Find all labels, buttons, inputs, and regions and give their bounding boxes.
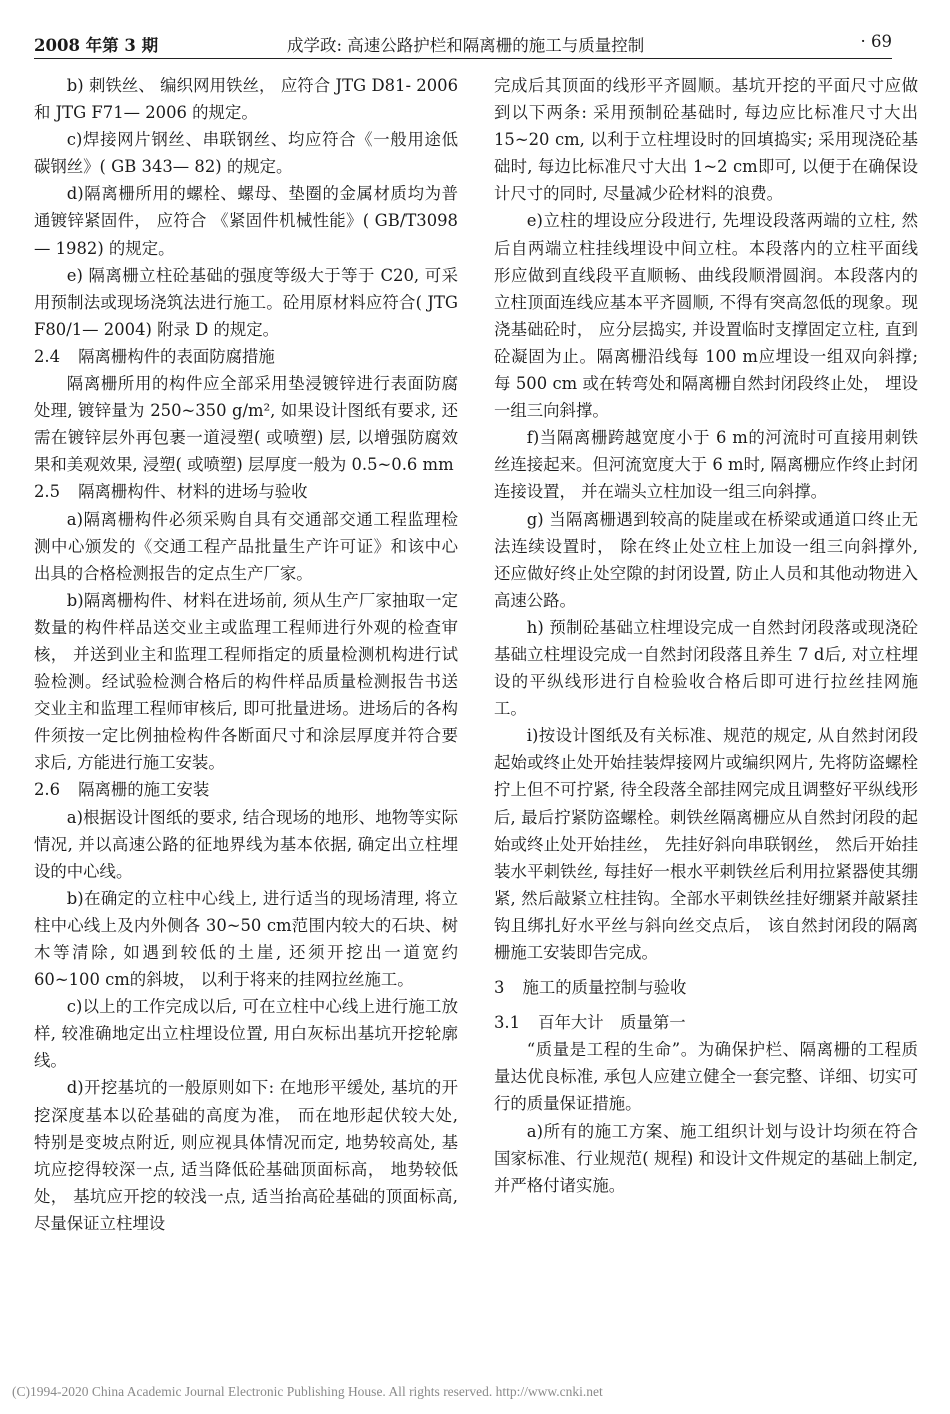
section-title: 隔离栅的施工安装 — [78, 780, 210, 800]
section-number: 3.1 — [494, 1013, 521, 1033]
paragraph-f-river-crossing: f)当隔离栅跨越宽度小于 6 m的河流时可直接用刺铁丝连接起来。但河流宽度大于 6 m时, 隔离栅应作终止封闭连接设置， 并在端头立柱加设一组三向斜撑。 — [494, 428, 918, 502]
section-number: 3 — [494, 978, 505, 998]
section-heading-3-1 — [494, 1009, 918, 1036]
section-title: 隔离栅构件、材料的进场与验收 — [78, 482, 308, 502]
paragraph-c-staking: c)以上的工作完成以后, 可在立柱中心线上进行施工放样, 较准确地定出立柱埋设位置, 用白灰标出基坑开挖轮廓线。 — [34, 997, 458, 1071]
paragraph-a-centerline: a)根据设计图纸的要求, 结合现场的地形、地物等实际情况, 并以高速公路的征地界线为基本依据, 确定出立柱埋设的中心线。 — [34, 807, 458, 881]
paragraph-corrosion-protection: 隔离栅所用的构件应全部采用垫浸镀锌进行表面防腐处理, 镀锌量为 250~350 g/m², 如果设计图纸有要求, 还需在镀锌层外再包裹一道浸塑( 或喷塑) 层, 以增强防腐效果和美观效果, 浸塑( 或喷塑) 层厚度一般为 0.5~0.6 mm — [34, 374, 458, 475]
section-number: 2.6 — [34, 780, 61, 800]
left-column — [34, 72, 458, 1237]
section-number: 2.4 — [34, 346, 61, 366]
paragraph-a-construction-plans: a)所有的施工方案、施工组织计划与设计均须在符合国家标准、行业规范( 规程) 和设计文件规定的基础上制定, 并严格付诸实施。 — [494, 1121, 918, 1195]
paragraph-b-inspection: b)隔离栅构件、材料在进场前, 须从生产厂家抽取一定数量的构件样品送交业主或监理工程师进行外观的检查审核， 并送到业主和监理工程师指定的质量检测机构进行试验检测。经试验检测合格后的构件样品质量检测报告书送交业主和监理工程师审核后, 即可批量进场。进场后的各构件须按一定比例抽检构件各断面尺寸和涂层厚度并符合要求后, 方能进行施工安装。 — [34, 590, 458, 773]
paragraph-a-procurement: a)隔离栅构件必须采购自具有交通部交通工程监理检测中心颁发的《交通工程产品批量生产许可证》和该中心出具的合格检测报告的定点生产厂家。 — [34, 509, 458, 583]
paragraph-h-curing: h) 预制砼基础立柱埋设完成一自然封闭段落或现浇砼基础立柱埋设完成一自然封闭段落且养生 7 d后, 对立柱埋设的平纵线形进行自检验收合格后即可进行拉丝挂网施工。 — [494, 617, 918, 719]
paragraph-g-cliff-termination: g) 当隔离栅遇到较高的陡崖或在桥梁或通道口终止无法连续设置时， 除在终止处立柱上加设一组三向斜撑外, 还应做好终止处空隙的封闭设置, 防止人员和其他动物进入高速公路。 — [494, 509, 918, 610]
section-heading-2-4 — [34, 343, 458, 370]
paragraph-b-barbed-wire: b) 刺铁丝、 编织网用铁丝， 应符合 JTG D81- 2006 和 JTG F71— 2006 的规定。 — [34, 76, 458, 123]
paragraph-quality-life: “质量是工程的生命”。为确保护栏、隔离栅的工程质量达优良标准, 承包人应建立健全一套完整、详细、切实可行的质量保证措施。 — [494, 1040, 918, 1114]
section-title: 隔离栅构件的表面防腐措施 — [78, 346, 275, 366]
journal-issue: 2008 年第 3 期 — [34, 36, 159, 55]
paragraph-i-mesh-install: i)按设计图纸及有关标准、规范的规定, 从自然封闭段起始或终止处开始挂装焊接网片或编织网片, 先将防盗螺栓拧上但不可拧紧, 待全段落全部挂网完成且调整好平纵线形后, 最后拧紧防盗螺栓。刺铁丝隔离栅应从自然封闭段的起始或终止处开始挂丝， 先挂好斜向串联钢丝， 然后开始挂装水平刺铁丝, 每挂好一根水平刺铁丝后利用拉紧器使其绷紧, 然后敲紧立柱挂钩。全部水平刺铁丝挂好绷紧并敲紧挂钩且绑扎好水平丝与斜向丝交点后， 该自然封闭段的隔离栅施工安装即告完成。 — [494, 726, 918, 962]
section-title: 百年大计 质量第一 — [538, 1013, 686, 1033]
paragraph-c-welded-wire: c)焊接网片钢丝、串联钢丝、均应符合《一般用途低碳钢丝》( GB 343— 82) 的规定。 — [34, 130, 458, 177]
section-heading-3 — [494, 974, 918, 1001]
section-heading-2-6 — [34, 776, 458, 803]
copyright-footer: (C)1994-2020 China Academic Journal Electronic Publishing House. All rights reserved. http://www.cnki.net — [12, 1384, 603, 1399]
paragraph-b-clearing: b)在确定的立柱中心线上, 进行适当的现场清理, 将立柱中心线上及内外侧各 30~50 cm范围内较大的石块、树木等清除, 如遇到较低的土崖, 还须开挖出一道宽约 60~100 cm的斜坡， 以利于将来的挂网拉丝施工。 — [34, 888, 458, 990]
page-number: · 69 — [860, 32, 892, 51]
section-number: 2.5 — [34, 482, 61, 502]
running-header — [34, 28, 892, 59]
paragraph-e-foundation: e) 隔离栅立柱砼基础的强度等级大于等于 C20, 可采用预制法或现场浇筑法进行施工。砼用原材料应符合( JTG F80/1— 2004) 附录 D 的规定。 — [34, 265, 458, 339]
section-heading-2-5 — [34, 478, 458, 505]
paragraph-d-excavation: d)开挖基坑的一般原则如下: 在地形平缓处, 基坑的开挖深度基本以砼基础的高度为准， 而在地形起伏较大处, 特别是变坡点附近, 则应视具体情况而定, 地势较高处, 基坑应挖得较深一点, 适当降低砼基础顶面标高， 地势较低处， 基坑应开挖的较浅一点, 适当抬高砼基础的顶面标高, 尽量保证立柱埋设 — [34, 1078, 458, 1233]
paragraph-continued: 完成后其顶面的线形平齐圆顺。基坑开挖的平面尺寸应做到以下两条: 采用预制砼基础时, 每边应比标准尺寸大出 15~20 cm, 以利于立柱埋设时的回填捣实; 采用现浇砼基础时, 每边比标准尺寸大出 1~2 cm即可, 以便于在确保设计尺寸的同时, 尽量减少砼材料的浪费。 — [494, 76, 918, 204]
article-running-title: 成学政: 高速公路护栏和隔离栅的施工与质量控制 — [287, 36, 645, 55]
right-column — [494, 72, 918, 1199]
paragraph-d-fasteners: d)隔离栅所用的螺栓、螺母、垫圈的金属材质均为普通镀锌紧固件， 应符合 《紧固件机械性能》( GB/T3098— 1982) 的规定。 — [34, 184, 458, 258]
section-title: 施工的质量控制与验收 — [522, 978, 687, 998]
paragraph-e-post-setting: e)立柱的埋设应分段进行, 先埋设段落两端的立柱, 然后自两端立柱挂线埋设中间立柱。本段落内的立柱平面线形应做到直线段平直顺畅、曲线段顺滑圆润。本段落内的立柱顶面连线应基本平齐圆顺, 不得有突高忽低的现象。现浇基础砼时， 应分层捣实, 并设置临时支撑固定立柱, 直到砼凝固为止。隔离栅沿线每 100 m应埋设一组双向斜撑; 每 500 cm 或在转弯处和隔离栅自然封闭段终止处， 埋设一组三向斜撑。 — [494, 211, 918, 421]
